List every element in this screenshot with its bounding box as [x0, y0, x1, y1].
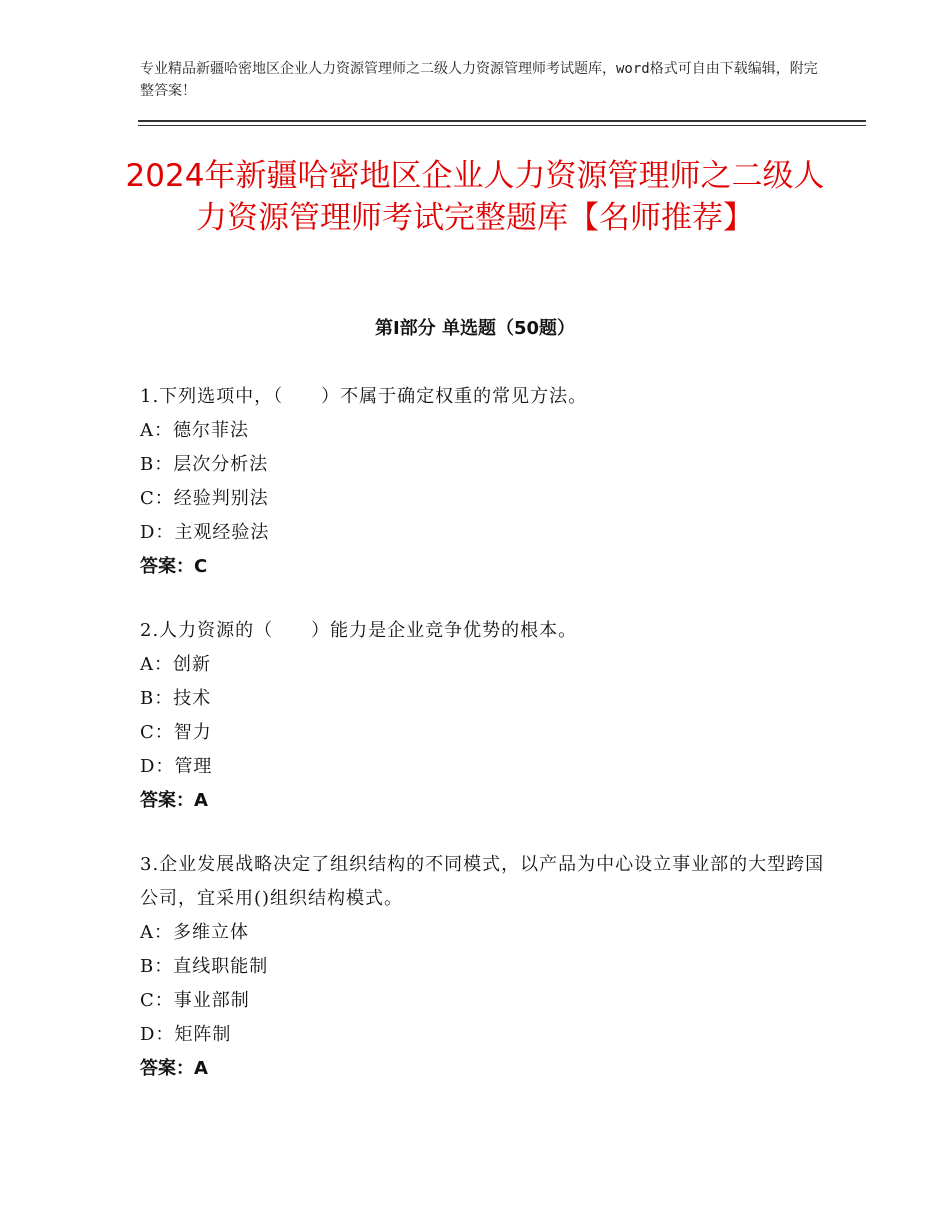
option-text: 层次分析法 — [173, 454, 269, 475]
option-letter: D： — [140, 1024, 175, 1045]
section-heading: 第Ⅰ部分 单选题（50题） — [374, 318, 575, 339]
answer-line: 答案：C — [140, 556, 208, 577]
option-letter: B： — [140, 956, 174, 977]
option-b — [140, 448, 830, 482]
header-note: 专业精品新疆哈密地区企业人力资源管理师之二级人力资源管理师考试题库，word格式可自由下载编辑，附完整答案！ — [140, 61, 818, 99]
question-text: 1.下列选项中，（ ）不属于确定权重的常见方法。 — [140, 386, 588, 407]
header-divider-thin — [138, 125, 866, 126]
option-a — [140, 916, 830, 950]
option-letter: D： — [140, 756, 175, 777]
option-c — [140, 716, 830, 750]
question-3 — [140, 848, 830, 1086]
option-c — [140, 984, 830, 1018]
option-letter: D： — [140, 522, 175, 543]
option-letter: A： — [140, 420, 173, 441]
option-text: 经验判别法 — [173, 488, 269, 509]
option-b — [140, 950, 830, 984]
option-letter: B： — [140, 688, 174, 709]
option-d — [140, 1018, 830, 1052]
option-text: 技术 — [173, 688, 212, 709]
question-list — [140, 380, 830, 1116]
answer-line: 答案：A — [140, 1058, 208, 1079]
option-text: 直线职能制 — [173, 956, 269, 977]
option-text: 智力 — [173, 722, 212, 743]
option-letter: C： — [140, 488, 174, 509]
option-text: 事业部制 — [173, 990, 250, 1011]
option-text: 德尔菲法 — [173, 420, 249, 441]
question-text: 3.企业发展战略决定了组织结构的不同模式，以产品为中心设立事业部的大型跨国公司，宜采用()组织结构模式。 — [140, 854, 825, 909]
option-b — [140, 682, 830, 716]
option-a — [140, 648, 830, 682]
option-letter: A： — [140, 922, 173, 943]
answer-line: 答案：A — [140, 790, 208, 811]
option-text: 管理 — [174, 756, 213, 777]
option-letter: C： — [140, 722, 174, 743]
question-text: 2.人力资源的（ ）能力是企业竞争优势的根本。 — [140, 620, 578, 641]
option-letter: B： — [140, 454, 174, 475]
option-letter: A： — [140, 654, 173, 675]
option-text: 多维立体 — [173, 922, 249, 943]
question-1 — [140, 380, 830, 584]
option-c — [140, 482, 830, 516]
option-d — [140, 750, 830, 784]
option-d — [140, 516, 830, 550]
option-text: 矩阵制 — [174, 1024, 232, 1045]
option-text: 创新 — [173, 654, 211, 675]
question-2 — [140, 614, 830, 818]
option-text: 主观经验法 — [174, 522, 270, 543]
option-a — [140, 414, 830, 448]
header-divider-thick — [138, 120, 866, 122]
page-title: 2024年新疆哈密地区企业人力资源管理师之二级人力资源管理师考试完整题库【名师推荐】 — [125, 158, 825, 236]
option-letter: C： — [140, 990, 174, 1011]
